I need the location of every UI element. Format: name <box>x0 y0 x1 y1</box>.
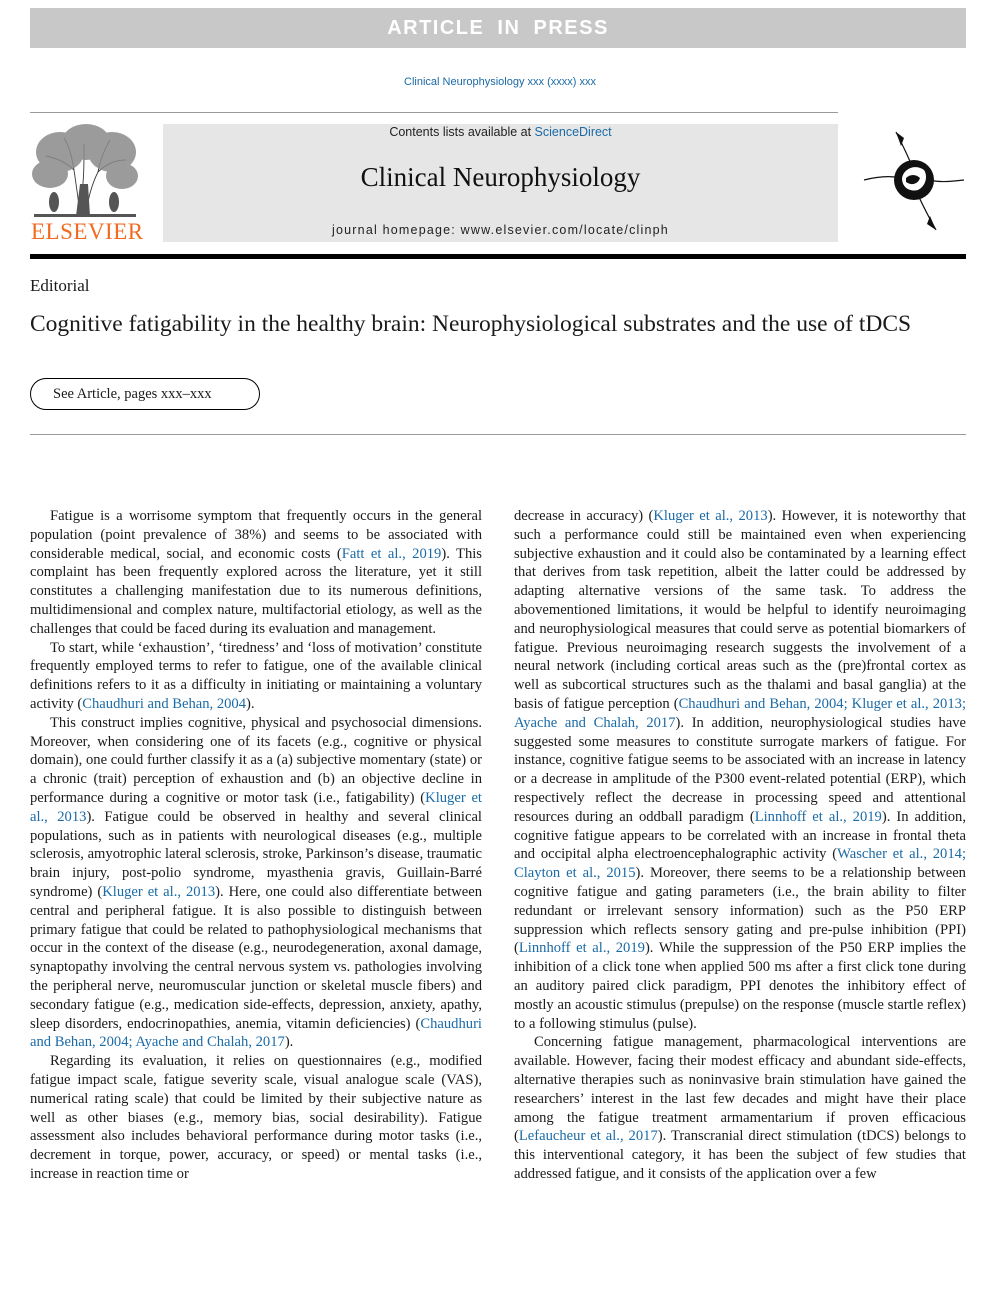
article-type-label: Editorial <box>30 276 90 295</box>
paragraph-text: Regarding its evaluation, it relies on questionnaires (e.g., modified fatigue impact scale, fatigue severity scale, visual analogue scale (VAS), numerical rating scale) that could be limited by their subjective nature as well as other biases (e.g., memory bias, social desirability). Fatigue assessment also includes behavioral performance during motor tasks (i.e., decrement in torque, power, accuracy, or speed) or mental tasks (i.e., increase in reaction time or <box>30 1053 482 1182</box>
paragraph-text: ). This complaint has been frequently explored across the literature, yet it still constitutes a challenging manifestation due to its numerous definitions, multidimensional and complex nature, multifactorial etiology, as well as the challenges that could be faced during its evaluation and management. <box>30 545 482 637</box>
paragraph-text: ). In addition, cognitive fatigue appears to be correlated with an increase in frontal theta and occipital alpha electroencephalographic activity ( <box>514 808 966 863</box>
reference-link[interactable]: Kluger et al., 2013 <box>102 883 216 900</box>
paragraph-text: ). Here, one could also differentiate between central and peripheral fatigue. It is also possible to distinguish between primary fatigue that could be related to pathophysiological mechanisms that occur in the context of the disease (e.g., neurodegeneration, axonal damage, synaptopathy involving the central nervous system vs. pathologies involving the peripheral nerve, neuromuscular junction or skeletal muscle fibers) and secondary fatigue (e.g., medication side-effects, depression, anxiety, apathy, sleep disorders, endocrinopathies, anemia, vitamin deficiencies) ( <box>30 883 482 1032</box>
article-in-press-banner: ARTICLE IN PRESS <box>30 8 966 48</box>
paragraph-text: ). Transcranial direct stimulation (tDCS) belongs to this interventional category, it has been the subject of few studies that addressed fatigue, and it consists of the application over a few <box>514 1128 966 1182</box>
paragraph-text: ). However, it is noteworthy that such a performance could still be maintained even when experiencing subjective exhaustion and it could also be contaminated by a learning effect that derives from task repetition, albeit the latter could be addressed by adapting alternative versions of the same task. To address the abovementioned limitations, it would be helpful to identify neuroimaging and neurophysiological measures that could serve as potential biomarkers of fatigue. Previous neuroimaging research suggests the involvement of a neural network (including cortical areas such as the (pre)frontal cortex as well as subcortical structures such as the thalami and basal ganglia) at the basis of fatigue perception ( <box>514 508 966 712</box>
elsevier-wordmark: ELSEVIER <box>31 219 144 244</box>
paragraph-text: Fatigue is a worrisome symptom that frequently occurs in the general population (point prevalence of 38%) and seems to be associated with considerable medical, social, and economic costs ( <box>30 508 482 562</box>
paragraph-text: ). Moreover, there seems to be a relationship between cognitive fatigue and gating parameters (i.e., the brain ability to filter redundant or irrelevant sensory information) such as the P50 ERP suppression which reflects sensory gating and pre-pulse inhibition (PPI) ( <box>514 865 966 957</box>
contents-prefix: Contents lists available at <box>389 125 535 139</box>
body-paragraph <box>514 1033 966 1183</box>
reference-link[interactable]: Lefaucheur et al., 2017 <box>518 1128 658 1145</box>
reference-link[interactable]: Chaudhuri and Behan, 2004; Ayache and Chalah, 2017 <box>30 1015 482 1051</box>
journal-homepage[interactable]: journal homepage: www.elsevier.com/locate/clinph <box>332 223 669 237</box>
reference-link[interactable]: Linnhoff et al., 2019 <box>754 808 882 825</box>
article-title: Cognitive fatigability in the healthy brain: Neurophysiological substrates and the use of tDCS <box>30 311 912 337</box>
body-column-right <box>514 507 966 1184</box>
reference-link[interactable]: Kluger et al., 2013 <box>653 508 768 524</box>
reference-link[interactable]: Linnhoff et al., 2019 <box>518 940 645 957</box>
journal-title: Clinical Neurophysiology <box>360 162 641 192</box>
reference-link[interactable]: Wascher et al., 2014; Clayton et al., 2015 <box>514 846 967 882</box>
paragraph-text: ). <box>284 1034 294 1051</box>
paragraph-text: To start, while ‘exhaustion’, ‘tiredness’ and ‘loss of motivation’ constitute frequently employed terms to refer to fatigue, one of the available clinical definitions refers to it as a difficulty in initiating or maintaining a voluntary activity ( <box>30 639 482 712</box>
reference-link[interactable]: Kluger et al., 2013 <box>30 789 482 825</box>
header-divider <box>30 112 838 113</box>
body-paragraph <box>30 714 482 1052</box>
sciencedirect-link[interactable]: ScienceDirect <box>534 125 612 139</box>
reference-link[interactable]: Chaudhuri and Behan, 2004 <box>82 695 247 712</box>
title-divider <box>30 434 966 435</box>
contents-availability <box>163 125 838 139</box>
body-column-left <box>30 507 482 1184</box>
body-paragraph <box>30 639 482 714</box>
body-paragraph <box>30 1052 482 1184</box>
paragraph-text: decrease in accuracy) ( <box>514 508 654 524</box>
paragraph-text: ). While the suppression of the P50 ERP implies the inhibition of a click tone when applied 500 ms after a first click tone during an auditory paired click paradigm, PPI denotes the inhibitory effect of mostly an acoustic stimulus (prepulse) on the response (muscle startle reflex) to a following stimulus (pulse). <box>514 940 966 1032</box>
paragraph-text: ). <box>246 695 255 712</box>
paragraph-text: ). Fatigue could be observed in healthy and several clinical populations, such as in patients with neurological diseases (e.g., multiple sclerosis, amyotrophic lateral sclerosis, stroke, Parkinson’s disease, traumatic brain injury, post-polio syndrome, myasthenia gravis, Guillain-Barré syndrome) ( <box>30 808 482 900</box>
masthead-bottom-rule <box>30 254 966 259</box>
paragraph-text: ). In addition, neurophysiological studies have suggested some measures to constitute surrogate markers of fatigue. For instance, cognitive fatigue seems to be associated with an increase in latency or a decrease in amplitude of the P300 event-related potential (ERP), which respectively reflect the decrease in processing speed and attentional resources during an oddball paradigm ( <box>514 714 966 825</box>
paragraph-text: Concerning fatigue management, pharmacological interventions are available. However, facing their modest efficacy and abundant side-effects, alternative therapies such as noninvasive brain stimulation have gained the researchers’ interest in the last few decades and might have their place among the fatigue treatment armamentarium if proven efficacious ( <box>514 1034 966 1145</box>
journal-citation-link[interactable]: Clinical Neurophysiology xxx (xxxx) xxx <box>404 76 596 88</box>
journal-cover-emblem <box>860 128 968 233</box>
reference-link[interactable]: Fatt et al., 2019 <box>341 545 442 562</box>
body-paragraph <box>514 507 966 1033</box>
body-paragraph <box>30 507 482 639</box>
paragraph-text: This construct implies cognitive, physical and psychosocial dimensions. Moreover, when considering one of its facets (e.g., cognitive or physical domain), one could further classify it as a (a) subjective momentary (state) or a chronic (trait) perception of exhaustion and (b) an objective decline in performance during a cognitive or motor task (i.e., fatigability) ( <box>30 714 482 806</box>
see-article-button[interactable]: See Article, pages xxx–xxx <box>30 378 260 410</box>
reference-link[interactable]: Chaudhuri and Behan, 2004; Kluger et al., 2013; Ayache and Chalah, 2017 <box>514 695 967 731</box>
